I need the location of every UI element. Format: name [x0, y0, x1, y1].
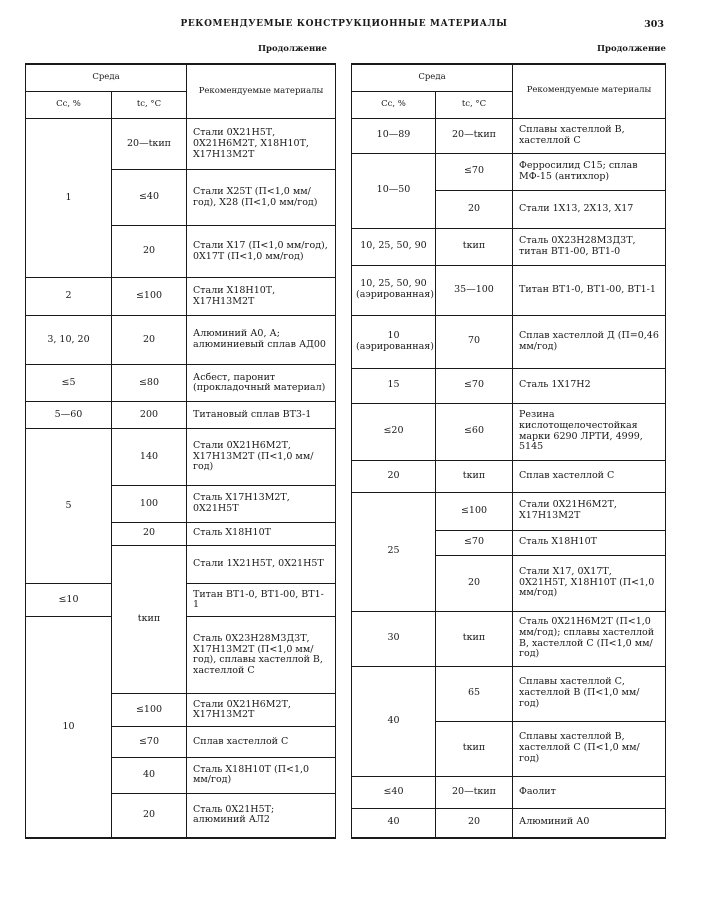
table-cell: 40 [112, 757, 187, 793]
table-cell: 5—60 [26, 402, 112, 428]
table-cell: Титан ВТ1-0, ВТ1-00, ВТ1-1 [187, 584, 336, 617]
table-cell: Ферросилид С15; сплав МФ-15 (антихлор) [513, 153, 666, 190]
table-cell: ≤10 [26, 584, 112, 617]
table-cell: Сплав хастеллой С [513, 460, 666, 492]
table-cell: 1 [26, 118, 112, 277]
table-cell: Стали Х17, 0Х17Т, 0Х21Н5Т, Х18Н10Т (П<1,0 мм/год) [513, 555, 666, 611]
table-cell: Сталь Х18Н10Т [513, 530, 666, 555]
table-cell: Стали Х18Н10Т, Х17Н13М2Т [187, 278, 336, 315]
table-cell: Стали 1Х21Н5Т, 0Х21Н5Т [187, 545, 336, 583]
table-cell: 10, 25, 50, 90 [352, 228, 436, 265]
table-cell: tкип [112, 545, 187, 693]
table-cell: Алюминий А0, А; алюминиевый сплав АД00 [187, 315, 336, 364]
table-cell: ≤100 [436, 492, 513, 530]
table-cell: 3, 10, 20 [26, 315, 112, 364]
table-cell: ≤20 [352, 403, 436, 460]
table-cell: tкип [436, 611, 513, 666]
table-cell: 25 [352, 492, 436, 611]
table-cell: Сталь 0Х21Н6М2Т (П<1,0 мм/год); сплавы хастеллой В, хастеллой С (П<1,0 мм/год) [513, 611, 666, 666]
table-cell: Титановый сплав ВТ3-1 [187, 402, 336, 428]
page-title: РЕКОМЕНДУЕМЫЕ КОНСТРУКЦИОННЫЕ МАТЕРИАЛЫ [180, 19, 508, 29]
header-concentration: Cс, % [352, 91, 436, 118]
table-cell: ≤70 [112, 727, 187, 757]
table-cell: tкип [436, 228, 513, 265]
table-cell: ≤70 [436, 368, 513, 403]
table-cell: Сплав хастеллой Д (П=0,46 мм/год) [513, 315, 666, 368]
table-cell: 70 [436, 315, 513, 368]
header-temperature: tс, °C [436, 91, 513, 118]
table-cell: 200 [112, 402, 187, 428]
table-cell: tкип [436, 721, 513, 776]
table-cell: Фаолит [513, 776, 666, 808]
header-medium: Среда [26, 64, 187, 91]
continuation-label-left: Продолжение [258, 44, 327, 54]
table-cell: Стали 0Х21Н6М2Т, Х17Н13М2Т [187, 694, 336, 727]
table-cell: 20 [112, 315, 187, 364]
table-cell: 10—89 [352, 118, 436, 153]
table-cell: 20—tкип [436, 776, 513, 808]
table-cell: 65 [436, 666, 513, 721]
table-cell: 10 (аэрированная) [352, 315, 436, 368]
table-cell: Сталь Х18Н10Т (П<1,0 мм/год) [187, 757, 336, 793]
materials-table-right [351, 63, 666, 839]
table-cell: ≤100 [112, 694, 187, 727]
table-cell: 10—50 [352, 153, 436, 228]
table-cell: 40 [352, 666, 436, 776]
table-cell: Стали 0Х21Н5Т, 0Х21Н6М2Т, Х18Н10Т, Х17Н13М2Т [187, 118, 336, 169]
table-cell: 10, 25, 50, 90 (аэрированная) [352, 265, 436, 315]
table-cell: ≤70 [436, 530, 513, 555]
table-cell: Стали 1Х13, 2Х13, Х17 [513, 190, 666, 228]
table-cell: Асбест, паронит (прокладочный материал) [187, 365, 336, 402]
table-cell: 20 [112, 225, 187, 277]
table-cell: ≤100 [112, 278, 187, 315]
table-cell: ≤5 [26, 365, 112, 402]
table-cell: 140 [112, 428, 187, 486]
table-cell: 20 [436, 555, 513, 611]
table-cell: ≤40 [352, 776, 436, 808]
table-cell: 20 [112, 522, 187, 545]
table-cell: 30 [352, 611, 436, 666]
table-cell: ≤70 [436, 153, 513, 190]
table-cell: 2 [26, 278, 112, 315]
table-cell: ≤60 [436, 403, 513, 460]
table-cell: Стали Х25Т (П<1,0 мм/год), Х28 (П<1,0 мм/год) [187, 170, 336, 226]
table-cell: Сплав хастеллой С [187, 727, 336, 757]
page-header [24, 19, 664, 33]
table-cell: 20 [436, 190, 513, 228]
table-cell: Стали Х17 (П<1,0 мм/год), 0Х17Т (П<1,0 мм/год) [187, 225, 336, 277]
table-cell: Сталь 1Х17Н2 [513, 368, 666, 403]
header-materials: Рекомендуемые материалы [187, 64, 336, 118]
table-cell: Титан ВТ1-0, ВТ1-00, ВТ1-1 [513, 265, 666, 315]
table-cell: 20 [112, 793, 187, 838]
table-cell: Стали 0Х21Н6М2Т, Х17Н13М2Т [513, 492, 666, 530]
table-cell: Алюминий А0 [513, 808, 666, 838]
table-cell: 20—tкип [112, 118, 187, 169]
table-cell: ≤80 [112, 365, 187, 402]
table-cell: 15 [352, 368, 436, 403]
table-cell: ≤40 [112, 170, 187, 226]
header-temperature: tс, °C [112, 91, 187, 118]
table-cell: 5 [26, 428, 112, 583]
table-cell: tкип [436, 460, 513, 492]
header-concentration: Cс, % [26, 91, 112, 118]
table-cell: 10 [26, 617, 112, 838]
table-cell: Сталь 0Х23Н28М3Д3Т, титан ВТ1-00, ВТ1-0 [513, 228, 666, 265]
header-medium: Среда [352, 64, 513, 91]
materials-table-left [25, 63, 336, 839]
table-cell: Сталь 0Х23Н28М3Д3Т, Х17Н13М2Т (П<1,0 мм/год), сплавы хастеллой В, хастеллой С [187, 617, 336, 694]
table-cell: 40 [352, 808, 436, 838]
table-cell: Сплавы хастеллой С, хастеллой В (П<1,0 мм/год) [513, 666, 666, 721]
table-cell: Резина кислотощелочестойкая марки 6290 ЛРТИ, 4999, 5145 [513, 403, 666, 460]
table-cell: 20—tкип [436, 118, 513, 153]
continuation-label-right: Продолжение [597, 44, 666, 54]
table-cell: Стали 0Х21Н6М2Т, Х17Н13М2Т (П<1,0 мм/год) [187, 428, 336, 486]
page-number: 303 [644, 19, 664, 30]
table-cell: Сталь Х18Н10Т [187, 522, 336, 545]
table-cell: Сплавы хастеллой В, хастеллой С [513, 118, 666, 153]
table-cell: Сталь 0Х21Н5Т; алюминий АЛ2 [187, 793, 336, 838]
table-cell: 20 [352, 460, 436, 492]
table-cell: Сталь Х17Н13М2Т, 0Х21Н5Т [187, 486, 336, 522]
table-cell: 20 [436, 808, 513, 838]
table-cell: 100 [112, 486, 187, 522]
table-cell: Сплавы хастеллой В, хастеллой С (П<1,0 мм/год) [513, 721, 666, 776]
header-materials: Рекомендуемые материалы [513, 64, 666, 118]
table-cell: 35—100 [436, 265, 513, 315]
